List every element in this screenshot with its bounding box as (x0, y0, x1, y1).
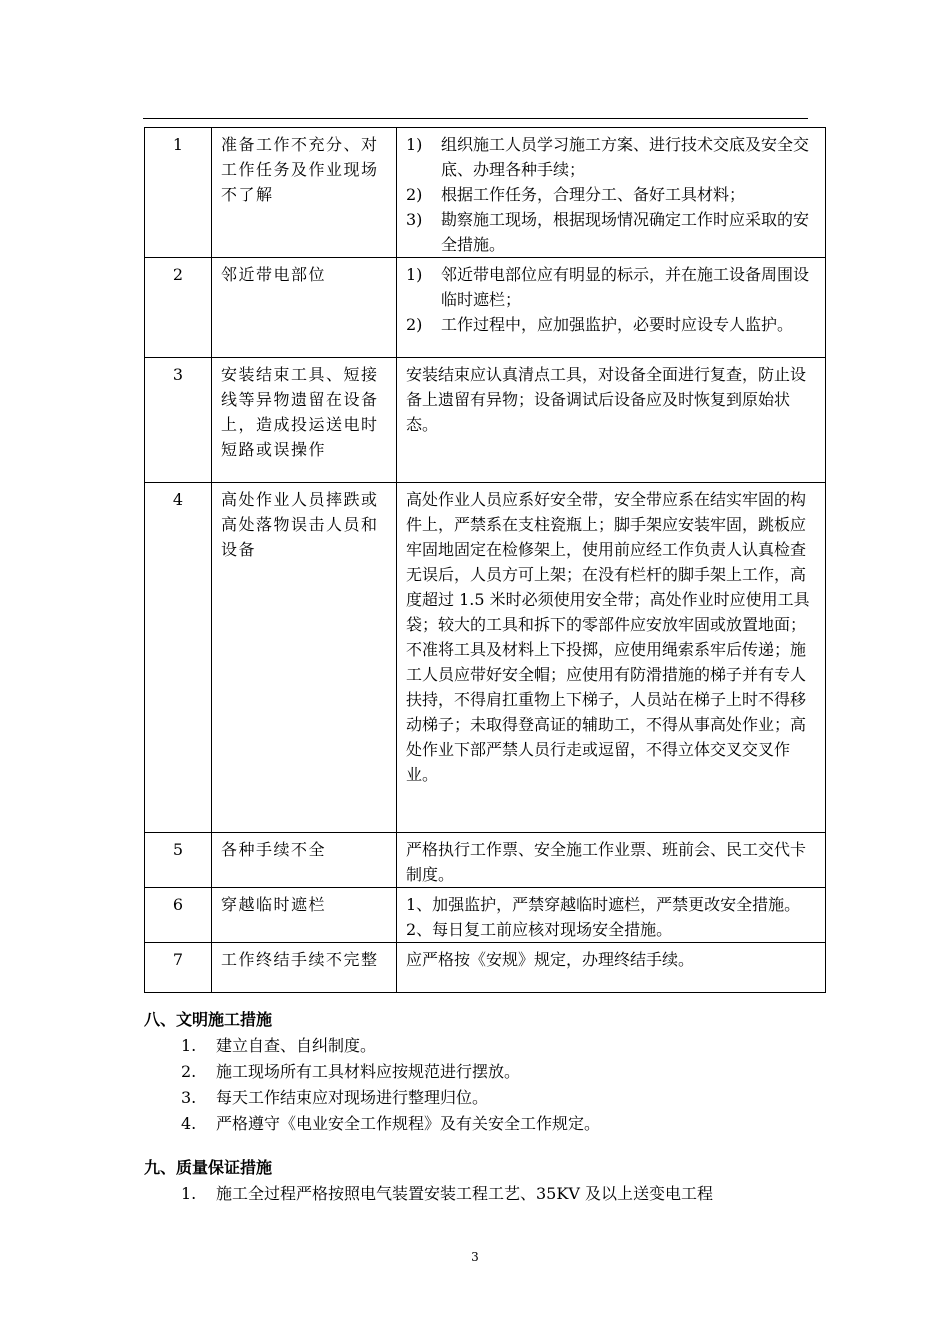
list-item: 4. 严格遵守《电业安全工作规程》及有关安全工作规定。 (181, 1114, 601, 1133)
risk-description: 安装结束工具、短接线等异物遗留在设备上，造成投运送电时短路或误操作 (212, 358, 397, 483)
risk-description: 邻近带电部位 (212, 258, 397, 358)
row-number: 6 (145, 888, 212, 943)
section-heading: 九、质量保证措施 (144, 1158, 273, 1177)
list-item: 1. 施工全过程严格按照电气装置安装工程工艺、35KV 及以上送变电工程 (181, 1184, 713, 1203)
table-row (145, 888, 826, 943)
header-rule (143, 118, 808, 119)
risk-table (144, 127, 826, 993)
risk-description: 各种手续不全 (212, 833, 397, 888)
section-list (144, 1033, 824, 1137)
table-row (145, 358, 826, 483)
measure-cell: 1、加强监护，严禁穿越临时遮栏，严禁更改安全措施。2、每日复工前应核对现场安全措施。 (397, 888, 826, 943)
table-row (145, 128, 826, 258)
table-row (145, 258, 826, 358)
section-civilized-construction (144, 1007, 824, 1137)
row-number: 7 (145, 943, 212, 993)
list-item: 3) 勘察施工现场，根据现场情况确定工作时应采取的安全措施。 (406, 210, 810, 254)
section-list (144, 1181, 824, 1207)
measure-cell (397, 128, 826, 258)
row-number: 2 (145, 258, 212, 358)
section-heading: 八、文明施工措施 (144, 1010, 273, 1029)
measure-cell: 严格执行工作票、安全施工作业票、班前会、民工交代卡制度。 (397, 833, 826, 888)
table-row (145, 943, 826, 993)
section-quality-assurance (144, 1155, 824, 1207)
measure-cell (397, 258, 826, 358)
risk-description: 高处作业人员摔跌或高处落物误击人员和设备 (212, 483, 397, 833)
page-number: 3 (471, 1250, 479, 1264)
list-item: 2) 根据工作任务，合理分工、备好工具材料； (406, 185, 746, 204)
table-row (145, 833, 826, 888)
measure-cell: 安装结束应认真清点工具，对设备全面进行复查，防止设备上遗留有异物；设备调试后设备应及时恢复到原始状态。 (397, 358, 826, 483)
risk-description: 准备工作不充分、对工作任务及作业现场不了解 (212, 128, 397, 258)
list-item: 3. 每天工作结束应对现场进行整理归位。 (181, 1088, 489, 1107)
list-item: 2. 施工现场所有工具材料应按规范进行摆放。 (181, 1062, 521, 1081)
measure-steps (406, 132, 817, 257)
measure-cell: 应严格按《安规》规定，办理终结手续。 (397, 943, 826, 993)
list-item: 2) 工作过程中，应加强监护，必要时应设专人监护。 (406, 315, 794, 334)
list-item: 1) 组织施工人员学习施工方案、进行技术交底及安全交底、办理各种手续； (406, 135, 810, 179)
list-item: 1. 建立自查、自纠制度。 (181, 1036, 377, 1055)
measure-steps (406, 262, 817, 337)
table-row (145, 483, 826, 833)
risk-description: 穿越临时遮栏 (212, 888, 397, 943)
risk-description: 工作终结手续不完整 (212, 943, 397, 993)
measure-cell: 高处作业人员应系好安全带，安全带应系在结实牢固的构件上，严禁系在支柱瓷瓶上；脚手架应安装牢固，跳板应牢固地固定在检修架上，使用前应经工作负责人认真检查无误后，人员方可上架；在没有栏杆的脚手架上工作，高度超过 1.5 米时必须使用安全带；高处作业时应使用工具袋；较大的工具和拆下的零部件应安放牢固或放置地面；不准将工具及材料上下投掷，应使用绳索系牢后传递；施工人员应带好安全帽；应使用有防滑措施的梯子并有专人扶持，不得肩扛重物上下梯子，人员站在梯子上时不得移动梯子；未取得登高证的辅助工，不得从事高处作业；高处作业下部严禁人员行走或逗留，不得立体交叉交叉作业。 (397, 483, 826, 833)
row-number: 1 (145, 128, 212, 258)
row-number: 3 (145, 358, 212, 483)
row-number: 4 (145, 483, 212, 833)
list-item: 1) 邻近带电部位应有明显的标示，并在施工设备周围设临时遮栏； (406, 265, 810, 309)
row-number: 5 (145, 833, 212, 888)
